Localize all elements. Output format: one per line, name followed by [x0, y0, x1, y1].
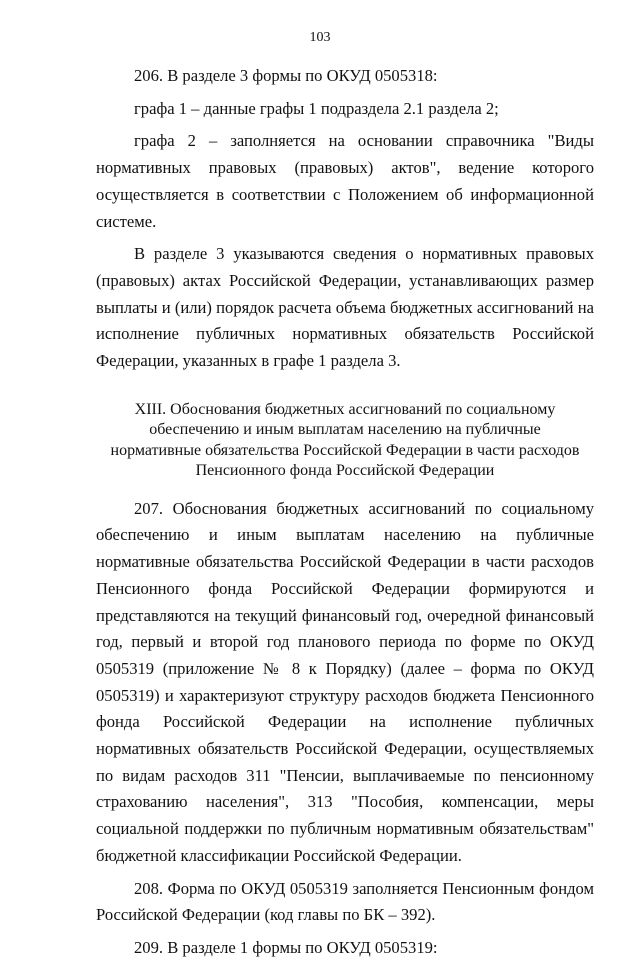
paragraph-207: 207. Обоснования бюджетных ассигнований по социальному обеспечению и иным выплатам населению на публичные нормативные обязательства Российской Федерации в части расходов Пенсионного фонда Российской Федерации формируются и представляются на текущий финансовый год, очередной финансовый год, первый и второй год планового периода по форме по ОКУД 0505319 (приложение № 8 к Порядку) (далее – форма по ОКУД 0505319) и характеризуют структуру расходов бюджета Пенсионного фонда Российской Федерации на исполнение публичных нормативных обязательств Российской Федерации, осуществляемых по видам расходов 311 "Пенсии, выплачиваемые по пенсионному страхованию населения", 313 "Пособия, компенсации, меры социальной поддержки по публичным нормативным обязательствам" бюджетной классификации Российской Федерации.: [96, 498, 594, 865]
section-heading-xiii: XIII. Обоснования бюджетных ассигнований по социальному обеспечению и иным выплатам населению на публичные нормативные обязательства Российской Федерации в части расходов Пенсионного фонда Российской Федерации: [110, 400, 580, 480]
paragraph-section-3-info: В разделе 3 указываются сведения о нормативных правовых (правовых) актах Российской Федерации, устанавливающих размер выплаты и (или) порядок расчета объема бюджетных ассигнований на исполнение публичных нормативных обязательств Российской Федерации, указанных в графе 1 раздела 3.: [96, 244, 594, 371]
paragraph-209: 209. В разделе 1 формы по ОКУД 0505319:: [134, 937, 438, 957]
page-number: 103: [309, 30, 331, 45]
document-body: [96, 63, 594, 962]
paragraph-column-2: графа 2 – заполняется на основании справочника "Виды нормативных правовых (правовых) актов", ведение которого осуществляется в соответствии с Положением об информационной системе.: [96, 131, 594, 231]
paragraph-208: 208. Форма по ОКУД 0505319 заполняется Пенсионным фондом Российской Федерации (код главы по БК – 392).: [96, 878, 594, 925]
paragraph-206: 206. В разделе 3 формы по ОКУД 0505318:: [134, 66, 438, 85]
paragraph-column-1: графа 1 – данные графы 1 подраздела 2.1 раздела 2;: [134, 98, 499, 118]
